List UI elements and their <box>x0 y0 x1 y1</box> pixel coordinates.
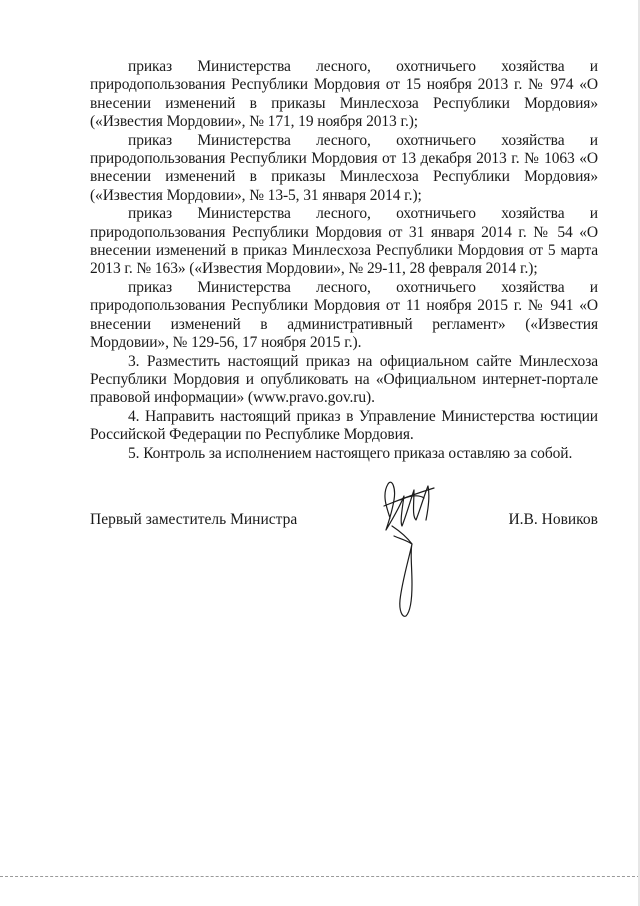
signatory-position: Первый заместитель Министра <box>90 511 298 528</box>
paragraph-item-3: 3. Разместить настоящий приказ на официальном сайте Минлесхоза Республики Мордовия и опубликовать на «Официальном интернет-портале правовой информации» (www.pravo.gov.ru). <box>90 352 598 407</box>
document-body <box>90 58 598 463</box>
paragraph-order-974: приказ Министерства лесного, охотничьего хозяйства и природопользования Республики Мордовия от 15 ноября 2013 г. № 974 «О внесении изменений в приказы Минлесхоза Республики Мордовия» («Известия Мордовии», № 171, 19 ноября 2013 г.); <box>90 58 598 131</box>
paragraph-item-5: 5. Контроль за исполнением настоящего приказа оставляю за собой. <box>128 444 573 462</box>
paragraph-order-941: приказ Министерства лесного, охотничьего хозяйства и природопользования Республики Мордовия от 11 ноября 2015 г. № 941 «О внесении изменений в административный регламент» («Известия Мордовии», № 129-56, 17 ноября 2015 г.). <box>90 278 598 352</box>
paragraph-order-54: приказ Министерства лесного, охотничьего хозяйства и природопользования Республики Мордовия от 31 января 2014 г. № 54 «О внесении изменений в приказ Минлесхоза Республики Мордовия от 5 марта 2013 г. № 163» («Известия Мордовии», № 29-11, 28 февраля 2014 г.); <box>90 205 598 278</box>
signature-block <box>90 511 598 531</box>
paragraph-item-4: 4. Направить настоящий приказ в Управление Министерства юстиции Российской Федерации по Республике Мордовия. <box>90 407 598 444</box>
bottom-divider <box>0 876 640 877</box>
signatory-name: И.В. Новиков <box>508 511 598 528</box>
handwritten-signature-icon <box>372 466 442 626</box>
paragraph-order-1063: приказ Министерства лесного, охотничьего хозяйства и природопользования Республики Мордовия от 13 декабря 2013 г. № 1063 «О внесении изменений в приказы Минлесхоза Республики Мордовия» («Известия Мордовии», № 13-5, 31 января 2014 г.); <box>90 131 598 204</box>
